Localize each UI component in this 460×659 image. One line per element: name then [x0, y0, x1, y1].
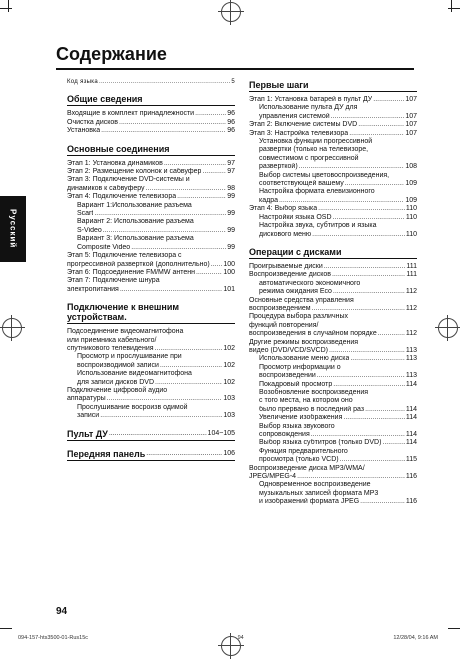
toc-entry — [67, 193, 235, 201]
toc-entry-text: Проигрываемые диски — [249, 262, 323, 270]
page-ref: 114 — [405, 414, 417, 422]
page-ref: 103 — [223, 412, 235, 420]
leader-dots — [146, 449, 222, 459]
toc-entry — [77, 244, 235, 252]
registration-mark-icon — [438, 318, 458, 338]
toc-item — [67, 370, 235, 387]
toc-entry-text: управления системой — [259, 112, 330, 120]
toc-entry — [67, 269, 235, 277]
toc-item — [67, 353, 235, 370]
toc-entry-list — [67, 160, 235, 295]
toc-entry-text: Этап 1: Установка батарей в пульт ДУ — [249, 96, 373, 103]
toc-entry-line: Настройка формата елевизионного — [259, 188, 375, 196]
section-heading-remote — [67, 429, 235, 441]
toc-entry-text: воспроизведения в случайном порядке — [249, 330, 377, 338]
toc-entry-text: видео (DVD/VCD/SVCD) — [249, 346, 329, 354]
toc-entry-line: функций повторения/ — [249, 321, 319, 329]
page-ref: 109 — [405, 196, 417, 204]
toc-item — [249, 448, 417, 465]
page-ref: 98 — [227, 184, 235, 192]
leader-dots — [349, 130, 404, 138]
page-ref: 104~105 — [207, 429, 235, 437]
toc-entry — [249, 121, 417, 129]
toc-entry — [77, 210, 235, 218]
toc-entry-line: Выбор системы цветовоспроизведения, — [259, 171, 390, 179]
toc-entry-text: и изображений формата JPEG — [259, 498, 360, 506]
page-ref: 102 — [223, 344, 235, 352]
toc-entry — [259, 372, 417, 380]
toc-right-column — [249, 72, 417, 507]
registration-mark-icon — [221, 2, 241, 22]
toc-entry — [259, 498, 417, 506]
toc-entry-text: Настройки языка OSD — [259, 213, 332, 221]
page-ref: 101 — [223, 285, 235, 293]
leader-dots — [329, 347, 405, 355]
toc-item — [67, 78, 235, 86]
leader-dots — [318, 205, 405, 213]
toc-item — [249, 389, 417, 414]
section-heading-remote-label: Пульт ДУ — [67, 428, 108, 439]
leader-dots — [317, 372, 405, 380]
leader-dots — [333, 288, 405, 296]
toc-entry-text: Установка — [67, 127, 101, 135]
toc-entry-text: соответствующей вашему — [259, 180, 344, 188]
toc-item — [249, 313, 417, 338]
toc-item — [249, 96, 417, 104]
page-ref: 5 — [231, 79, 235, 85]
toc-entry-text: Этап 4: Выбор языка — [249, 205, 318, 213]
page-ref: 99 — [227, 243, 235, 251]
toc-entry — [67, 127, 235, 135]
toc-item — [249, 172, 417, 189]
toc-entry — [77, 362, 235, 370]
toc-entry-line: Одновременное воспроизведение — [259, 481, 371, 489]
leader-dots — [195, 110, 226, 118]
toc-item — [67, 119, 235, 127]
toc-entry — [67, 168, 235, 176]
toc-entry-text: Этап 3: Настройка телевизора — [249, 129, 349, 137]
leader-dots — [160, 362, 222, 370]
page-ref: 115 — [405, 456, 417, 464]
toc-item — [249, 214, 417, 222]
toc-item — [249, 263, 417, 271]
toc-item — [67, 193, 235, 201]
leader-dots — [177, 193, 226, 201]
toc-entry-line: Вариант 3: Использование разъема — [77, 235, 194, 243]
toc-entry-line: Подсоединение видеомагнитофона — [67, 328, 184, 336]
page-ref: 107 — [405, 129, 417, 137]
section-heading-first-steps: Первые шаги — [249, 80, 417, 92]
page-ref: 114 — [405, 439, 417, 447]
toc-entry — [259, 381, 417, 389]
page-ref: 114 — [405, 431, 417, 439]
toc-entry — [259, 355, 417, 363]
leader-dots — [340, 456, 405, 464]
toc-entry — [67, 261, 235, 269]
leader-dots — [109, 429, 207, 439]
toc-entry — [259, 231, 417, 239]
registration-mark-icon — [2, 318, 22, 338]
page-ref: 97 — [227, 168, 235, 176]
footer-page: 94 — [237, 635, 244, 641]
toc-entry-text: аппаратуры — [67, 395, 106, 403]
page-ref: 99 — [227, 210, 235, 218]
toc-item — [249, 104, 417, 121]
page-ref: 112 — [405, 288, 417, 296]
toc-entry-text: Composite Video — [77, 243, 131, 251]
section-heading-front-label: Передняя панель — [67, 448, 146, 459]
leader-dots — [378, 330, 405, 338]
leader-dots — [120, 286, 222, 294]
toc-entry-text: дискового меню — [259, 230, 312, 238]
toc-entry-line: Подключение цифровой аудио — [67, 386, 168, 394]
toc-entry-line: Вариант 1:Использование разъема — [77, 201, 192, 209]
toc-entry-text: просмотра (только VCD) — [259, 456, 339, 464]
leader-dots — [100, 412, 222, 420]
page-title: Содержание — [56, 44, 167, 64]
toc-entry-text: динамиков к сабвуферу — [67, 184, 145, 192]
leader-dots — [312, 231, 405, 239]
toc-entry — [77, 379, 235, 387]
toc-item — [249, 355, 417, 363]
toc-entry-text: воспроизведении — [259, 372, 316, 380]
crop-mark-top-left-h — [0, 8, 12, 9]
page-ref: 111 — [406, 262, 417, 270]
leader-dots — [332, 271, 405, 279]
leader-dots — [164, 160, 226, 168]
section-heading-line: устройствам. — [67, 312, 127, 323]
toc-item — [249, 465, 417, 482]
page-ref: 114 — [405, 405, 417, 413]
toc-entry-text: Выбор языка субтитров (только DVD) — [259, 439, 382, 447]
leader-dots — [358, 121, 404, 129]
toc-entry-text: Код языка — [67, 79, 98, 85]
section-heading-general: Общие сведения — [67, 94, 235, 106]
footer-stamp: 12/28/04, 9:16 AM — [393, 635, 438, 641]
leader-dots — [333, 381, 405, 389]
toc-entry-text: электропитания — [67, 285, 119, 293]
toc-section-language-codes — [67, 78, 235, 86]
page-ref: 100 — [223, 260, 235, 268]
page-ref: 107 — [405, 96, 417, 103]
toc-entry-line: Этап 3: Подключение DVD-системы и — [67, 176, 190, 184]
leader-dots — [202, 168, 226, 176]
leader-dots — [101, 127, 226, 135]
toc-entry-line: Другие режимы воспроизведения — [249, 338, 359, 346]
leader-dots — [299, 163, 405, 171]
crop-mark-bottom-left-h — [0, 628, 12, 629]
toc-entry — [67, 110, 235, 118]
toc-entry-list — [67, 328, 235, 420]
toc-item — [249, 271, 417, 279]
page-ref: 96 — [227, 110, 235, 118]
leader-dots — [211, 261, 223, 269]
leader-dots — [103, 227, 226, 235]
toc-item — [249, 138, 417, 172]
toc-entry-text: воспроизведением — [249, 304, 311, 312]
page-ref: 96 — [227, 127, 235, 135]
toc-entry — [249, 347, 417, 355]
toc-entry — [259, 431, 417, 439]
toc-entry — [249, 473, 417, 481]
toc-entry-text: Использование меню диска — [259, 355, 350, 363]
toc-entry-text: записи — [77, 412, 100, 420]
toc-entry-text: Этап 2: Включение системы DVD — [249, 121, 358, 129]
toc-item — [67, 127, 235, 135]
toc-item — [249, 121, 417, 129]
leader-dots — [365, 406, 405, 414]
toc-entry — [259, 113, 417, 121]
toc-entry-line: Установка функции прогрессивной — [259, 138, 373, 146]
leader-dots — [331, 113, 405, 121]
toc-entry-text: Scart — [77, 210, 94, 218]
toc-entry — [249, 130, 417, 138]
print-footer — [18, 635, 438, 641]
section-heading-line: Подключение к внешним — [67, 302, 180, 313]
toc-item — [249, 297, 417, 314]
toc-entry — [67, 286, 235, 294]
toc-entry-line: автоматического экономичного — [259, 279, 361, 287]
toc-entry — [67, 160, 235, 168]
toc-entry-line: Возобновление воспроизведения — [259, 389, 369, 396]
toc-entry — [77, 412, 235, 420]
toc-entry-line: совместимом с прогрессивной — [259, 154, 359, 162]
leader-dots — [297, 473, 405, 481]
toc-entry-line: Воспроизведение диска MP3/WMA/ — [249, 464, 365, 472]
toc-entry-text: Увеличение изображения — [259, 414, 343, 422]
toc-entry — [249, 263, 417, 271]
toc-entry — [67, 345, 235, 353]
toc-entry-line: музыкальных записей формата MP3 — [259, 489, 379, 497]
toc-entry-line: Выбор языка звукового — [259, 422, 335, 430]
toc-entry-line: Использование видеомагнитофона — [77, 370, 192, 378]
toc-entry-text: кадра — [259, 196, 278, 204]
toc-entry — [259, 197, 417, 205]
toc-entry-text: для записи дисков DVD — [77, 378, 155, 386]
leader-dots — [196, 269, 222, 277]
crop-mark-top-right-v — [451, 0, 452, 12]
page-ref: 110 — [405, 205, 417, 213]
leader-dots — [360, 498, 405, 506]
toc-entry — [259, 163, 417, 171]
toc-entry — [249, 96, 417, 104]
page-ref: 116 — [405, 498, 417, 506]
section-heading-disc-operations: Операции с дисками — [249, 247, 417, 259]
toc-entry-text: воспроизводимой записи — [77, 361, 159, 369]
toc-item — [249, 381, 417, 389]
page-ref: 113 — [405, 355, 417, 363]
page-ref: 113 — [405, 372, 417, 380]
crop-mark-top-right-h — [448, 8, 460, 9]
toc-item — [67, 404, 235, 421]
toc-entry-line: Просмотр информации о — [259, 363, 341, 371]
footer-file: 094-157-hts3500-01-Rus15c — [18, 635, 89, 641]
page-ref: 116 — [405, 473, 417, 481]
toc-item — [67, 387, 235, 404]
toc-entry-text: Воспроизведение дисков — [249, 271, 331, 279]
toc-item — [249, 423, 417, 440]
leader-dots — [107, 395, 223, 403]
toc-entry-text: Входящие в комплект принадлежности — [67, 110, 195, 118]
toc-item — [67, 168, 235, 176]
toc-entry-text: Этап 2: Размещение колонок и сабвуфер — [67, 168, 202, 176]
page-ref: 114 — [405, 380, 417, 388]
leader-dots — [382, 439, 404, 447]
page-ref: 97 — [227, 159, 235, 167]
toc-entry-text: было прервано в последний раз — [259, 405, 365, 413]
page-ref: 113 — [405, 346, 417, 354]
toc-entry — [259, 414, 417, 422]
page-ref: 106 — [223, 449, 235, 457]
crop-mark-bottom-right-h — [448, 628, 460, 629]
leader-dots — [155, 379, 222, 387]
leader-dots — [343, 414, 404, 422]
toc-item — [249, 364, 417, 381]
toc-item — [249, 339, 417, 356]
page-ref: 110 — [405, 230, 417, 238]
toc-item — [67, 235, 235, 252]
toc-item — [249, 481, 417, 506]
toc-entry-list — [67, 78, 235, 86]
toc-item — [249, 439, 417, 447]
toc-item — [67, 110, 235, 118]
leader-dots — [94, 210, 226, 218]
toc-entry-line: Функция предварительного — [259, 447, 348, 455]
toc-entry — [259, 456, 417, 464]
page-ref: 99 — [227, 193, 235, 201]
toc-item — [249, 222, 417, 239]
toc-entry — [259, 288, 417, 296]
toc-entry — [67, 78, 235, 86]
toc-entry-text: режима ожидания Eco — [259, 288, 332, 296]
leader-dots — [119, 119, 226, 127]
section-heading-external-devices — [67, 302, 235, 324]
leader-dots — [373, 96, 404, 104]
toc-entry-text: Покадровый просмотр — [259, 380, 333, 388]
toc-entry-line: Этап 5: Подключение телевизора с — [67, 252, 182, 260]
leader-dots — [99, 78, 230, 86]
language-tab-label: Русский — [8, 209, 18, 249]
toc-entry-line: Просмотр и прослушивание при — [77, 353, 182, 361]
toc-entry — [77, 227, 235, 235]
page-ref: 99 — [227, 226, 235, 234]
crop-mark-top-left-v — [8, 0, 9, 12]
toc-entry — [249, 330, 417, 338]
toc-entry-text: Очистка дисков — [67, 118, 119, 126]
page-ref: 110 — [405, 213, 417, 221]
title-rule — [56, 68, 414, 70]
page-ref: 102 — [223, 378, 235, 386]
toc-item — [67, 269, 235, 277]
toc-item — [249, 130, 417, 138]
toc-entry-text: прогрессивной разверткой (дополнительно) — [67, 260, 210, 268]
toc-entry-line: Этап 7: Подключение шнура — [67, 277, 160, 285]
toc-entry-text: JPEG/MPEG-4 — [249, 473, 297, 481]
toc-entry-list — [249, 263, 417, 507]
toc-entry-line: или приемника кабельного/ — [67, 336, 157, 344]
toc-entry-text: разверткой) — [259, 163, 298, 171]
toc-item — [67, 160, 235, 168]
page-ref: 108 — [405, 163, 417, 171]
toc-item — [67, 202, 235, 219]
toc-entry-line: с того места, на котором оно — [259, 397, 353, 405]
page-ref: 100 — [223, 268, 235, 276]
leader-dots — [324, 263, 406, 271]
toc-item — [67, 176, 235, 193]
leader-dots — [311, 431, 405, 439]
toc-entry-text: спутникового телевидения — [67, 344, 154, 352]
toc-item — [67, 252, 235, 269]
toc-item — [249, 280, 417, 297]
toc-entry-line: Процедура выбора различных — [249, 313, 348, 321]
toc-entry-text: Этап 4: Подключение телевизора — [67, 193, 177, 201]
toc-item — [249, 205, 417, 213]
toc-entry-line: Настройка звука, субтитров и языка — [259, 222, 377, 230]
page-ref: 107 — [405, 121, 417, 129]
section-heading-basic-connections: Основные соединения — [67, 144, 235, 156]
toc-entry-text: S-Video — [77, 226, 102, 234]
page-number: 94 — [56, 606, 68, 617]
leader-dots — [146, 185, 227, 193]
toc-entry — [67, 395, 235, 403]
toc-entry-text: сопровождения — [259, 431, 310, 439]
page-ref: 103 — [223, 395, 235, 403]
toc-item — [67, 218, 235, 235]
toc-entry-text: Этап 1: Установка динамиков — [67, 159, 163, 167]
page-ref: 112 — [405, 304, 417, 312]
toc-entry — [259, 406, 417, 414]
leader-dots — [279, 197, 404, 205]
page-ref: 109 — [405, 180, 417, 188]
toc-entry — [259, 439, 417, 447]
toc-entry-line: развертки (только на телевизоре, — [259, 146, 369, 154]
toc-item — [67, 277, 235, 294]
toc-entry-line: Прослушивание восроизв одимой — [77, 403, 188, 411]
toc-entry-list — [249, 96, 417, 239]
toc-item — [249, 188, 417, 205]
toc-entry — [67, 119, 235, 127]
toc-item — [249, 414, 417, 422]
leader-dots — [350, 355, 404, 363]
toc-entry-line: Основные средства управления — [249, 296, 354, 304]
language-tab — [0, 196, 26, 262]
toc-entry-text: Этап 6: Подсоединение FM/MW антенн — [67, 268, 195, 276]
toc-entry — [249, 205, 417, 213]
toc-entry-line: Вариант 2: Использование разъема — [77, 218, 194, 226]
page-ref: 112 — [405, 330, 417, 338]
toc-entry — [259, 214, 417, 222]
page-ref: 111 — [406, 271, 417, 279]
leader-dots — [155, 345, 223, 353]
page-ref: 96 — [227, 118, 235, 126]
leader-dots — [333, 214, 405, 222]
toc-entry-list — [67, 110, 235, 135]
toc-item — [67, 328, 235, 353]
section-heading-front-panel — [67, 449, 235, 461]
page-ref: 102 — [223, 361, 235, 369]
leader-dots — [131, 244, 226, 252]
toc-left-column — [67, 78, 235, 465]
toc-entry — [249, 271, 417, 279]
toc-entry-line: Использование пульта ДУ для — [259, 104, 358, 112]
toc-entry — [67, 185, 235, 193]
page-ref: 107 — [405, 112, 417, 120]
